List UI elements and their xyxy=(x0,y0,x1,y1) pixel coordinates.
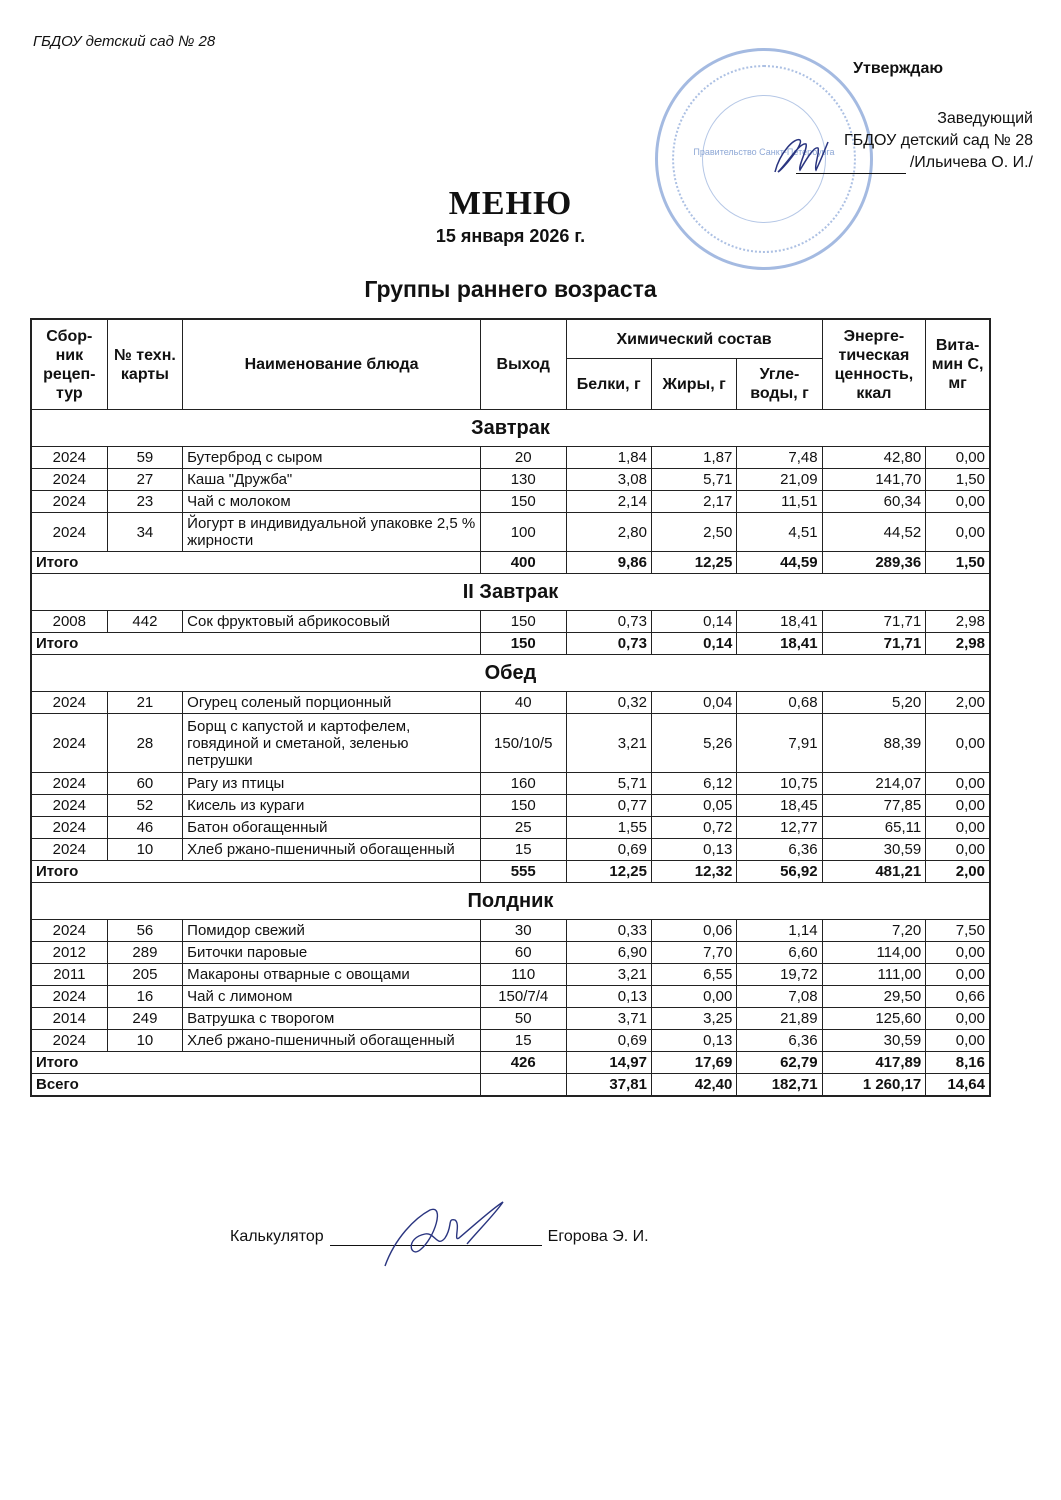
total-fat: 17,69 xyxy=(651,1052,736,1074)
cell-carbs: 21,09 xyxy=(737,469,822,491)
cell-protein: 0,73 xyxy=(566,611,651,633)
cell-protein: 0,33 xyxy=(566,920,651,942)
cell-energy: 111,00 xyxy=(822,964,926,986)
cell-dish-name: Макароны отварные с овощами xyxy=(183,964,481,986)
cell-fat: 2,50 xyxy=(651,513,736,552)
cell-collection: 2008 xyxy=(31,611,107,633)
cell-fat: 6,12 xyxy=(651,773,736,795)
cell-carbs: 21,89 xyxy=(737,1008,822,1030)
cell-card: 27 xyxy=(107,469,183,491)
total-yield: 555 xyxy=(480,861,566,883)
table-row xyxy=(31,469,990,491)
cell-energy: 42,80 xyxy=(822,447,926,469)
cell-card: 289 xyxy=(107,942,183,964)
cell-protein: 3,21 xyxy=(566,714,651,773)
cell-collection: 2011 xyxy=(31,964,107,986)
cell-energy: 65,11 xyxy=(822,817,926,839)
cell-collection: 2024 xyxy=(31,513,107,552)
cell-carbs: 6,36 xyxy=(737,839,822,861)
approval-position: Заведующий xyxy=(937,110,1033,127)
header-dish-name: Наименование блюда xyxy=(183,319,481,410)
cell-yield: 30 xyxy=(480,920,566,942)
total-label: Итого xyxy=(31,861,480,883)
total-yield: 150 xyxy=(480,633,566,655)
cell-carbs: 6,36 xyxy=(737,1030,822,1052)
cell-collection: 2014 xyxy=(31,1008,107,1030)
cell-yield: 20 xyxy=(480,447,566,469)
cell-card: 46 xyxy=(107,817,183,839)
total-protein: 12,25 xyxy=(566,861,651,883)
cell-fat: 0,72 xyxy=(651,817,736,839)
calculator-name: Егорова Э. И. xyxy=(547,1228,649,1245)
cell-protein: 5,71 xyxy=(566,773,651,795)
table-row xyxy=(31,447,990,469)
grand-total-vitc: 14,64 xyxy=(926,1074,990,1097)
cell-vitc: 1,50 xyxy=(926,469,990,491)
cell-dish-name: Каша "Дружба" xyxy=(183,469,481,491)
menu-body xyxy=(31,410,990,1097)
cell-protein: 0,69 xyxy=(566,1030,651,1052)
table-row xyxy=(31,964,990,986)
cell-card: 60 xyxy=(107,773,183,795)
cell-dish-name: Чай с лимоном xyxy=(183,986,481,1008)
stamp-text: Правительство Санкт-Петербурга xyxy=(693,147,835,157)
cell-vitc: 0,00 xyxy=(926,714,990,773)
total-protein: 0,73 xyxy=(566,633,651,655)
total-energy: 71,71 xyxy=(822,633,926,655)
header-vitamin-c: Вита-мин С, мг xyxy=(926,319,990,410)
cell-vitc: 7,50 xyxy=(926,920,990,942)
table-row xyxy=(31,1030,990,1052)
cell-carbs: 12,77 xyxy=(737,817,822,839)
group-title: Группы раннего возраста xyxy=(364,276,657,302)
cell-collection: 2024 xyxy=(31,714,107,773)
cell-yield: 130 xyxy=(480,469,566,491)
cell-energy: 7,20 xyxy=(822,920,926,942)
total-carbs: 44,59 xyxy=(737,552,822,574)
cell-card: 52 xyxy=(107,795,183,817)
cell-fat: 0,13 xyxy=(651,839,736,861)
table-row xyxy=(31,817,990,839)
table-row xyxy=(31,795,990,817)
approval-institution: ГБДОУ детский сад № 28 xyxy=(844,132,1033,149)
grand-total-protein: 37,81 xyxy=(566,1074,651,1097)
cell-fat: 0,13 xyxy=(651,1030,736,1052)
total-vitc: 2,98 xyxy=(926,633,990,655)
cell-energy: 71,71 xyxy=(822,611,926,633)
cell-fat: 0,04 xyxy=(651,692,736,714)
cell-energy: 125,60 xyxy=(822,1008,926,1030)
cell-fat: 7,70 xyxy=(651,942,736,964)
cell-dish-name: Бутерброд с сыром xyxy=(183,447,481,469)
approval-block xyxy=(796,58,1033,174)
total-fat: 0,14 xyxy=(651,633,736,655)
cell-protein: 6,90 xyxy=(566,942,651,964)
cell-carbs: 11,51 xyxy=(737,491,822,513)
cell-vitc: 0,66 xyxy=(926,986,990,1008)
approval-title: Утверждаю xyxy=(853,60,943,77)
total-vitc: 2,00 xyxy=(926,861,990,883)
cell-vitc: 0,00 xyxy=(926,839,990,861)
table-row xyxy=(31,942,990,964)
cell-fat: 5,71 xyxy=(651,469,736,491)
cell-carbs: 7,48 xyxy=(737,447,822,469)
cell-vitc: 0,00 xyxy=(926,1008,990,1030)
total-row xyxy=(31,633,990,655)
cell-vitc: 0,00 xyxy=(926,1030,990,1052)
header-collection: Сбор-ник рецеп-тур xyxy=(31,319,107,410)
cell-yield: 150 xyxy=(480,491,566,513)
cell-energy: 30,59 xyxy=(822,1030,926,1052)
cell-protein: 2,14 xyxy=(566,491,651,513)
cell-yield: 15 xyxy=(480,1030,566,1052)
cell-protein: 3,71 xyxy=(566,1008,651,1030)
cell-energy: 77,85 xyxy=(822,795,926,817)
table-row xyxy=(31,1008,990,1030)
cell-yield: 15 xyxy=(480,839,566,861)
cell-energy: 5,20 xyxy=(822,692,926,714)
cell-collection: 2024 xyxy=(31,920,107,942)
cell-collection: 2024 xyxy=(31,773,107,795)
table-row xyxy=(31,773,990,795)
cell-yield: 110 xyxy=(480,964,566,986)
table-row xyxy=(31,986,990,1008)
section-row xyxy=(31,574,990,611)
cell-yield: 150 xyxy=(480,795,566,817)
header-carbs: Угле-воды, г xyxy=(737,359,822,410)
table-row xyxy=(31,692,990,714)
cell-fat: 5,26 xyxy=(651,714,736,773)
cell-carbs: 0,68 xyxy=(737,692,822,714)
cell-protein: 0,77 xyxy=(566,795,651,817)
total-carbs: 56,92 xyxy=(737,861,822,883)
cell-carbs: 7,91 xyxy=(737,714,822,773)
menu-table xyxy=(30,318,991,1097)
total-yield: 400 xyxy=(480,552,566,574)
cell-dish-name: Хлеб ржано-пшеничный обогащенный xyxy=(183,1030,481,1052)
cell-protein: 0,69 xyxy=(566,839,651,861)
section-row xyxy=(31,883,990,920)
total-energy: 481,21 xyxy=(822,861,926,883)
grand-total-carbs: 182,71 xyxy=(737,1074,822,1097)
cell-fat: 0,00 xyxy=(651,986,736,1008)
cell-carbs: 1,14 xyxy=(737,920,822,942)
grand-total-fat: 42,40 xyxy=(651,1074,736,1097)
cell-vitc: 0,00 xyxy=(926,817,990,839)
total-label: Итого xyxy=(31,633,480,655)
cell-collection: 2024 xyxy=(31,469,107,491)
header-energy: Энерге-тическая ценность, ккал xyxy=(822,319,926,410)
cell-vitc: 0,00 xyxy=(926,964,990,986)
cell-card: 28 xyxy=(107,714,183,773)
cell-yield: 25 xyxy=(480,817,566,839)
total-row xyxy=(31,861,990,883)
cell-card: 59 xyxy=(107,447,183,469)
table-row xyxy=(31,611,990,633)
total-row xyxy=(31,552,990,574)
cell-collection: 2024 xyxy=(31,447,107,469)
header-tech-card: № техн. карты xyxy=(107,319,183,410)
cell-vitc: 0,00 xyxy=(926,942,990,964)
cell-collection: 2024 xyxy=(31,692,107,714)
approval-name: /Ильичева О. И./ xyxy=(909,154,1033,171)
cell-dish-name: Огурец соленый порционный xyxy=(183,692,481,714)
cell-dish-name: Сок фруктовый абрикосовый xyxy=(183,611,481,633)
header-chem: Химический состав xyxy=(566,319,822,359)
cell-collection: 2012 xyxy=(31,942,107,964)
cell-dish-name: Помидор свежий xyxy=(183,920,481,942)
total-protein: 9,86 xyxy=(566,552,651,574)
header-yield: Выход xyxy=(480,319,566,410)
cell-carbs: 19,72 xyxy=(737,964,822,986)
cell-fat: 0,14 xyxy=(651,611,736,633)
cell-collection: 2024 xyxy=(31,986,107,1008)
cell-energy: 60,34 xyxy=(822,491,926,513)
cell-card: 205 xyxy=(107,964,183,986)
cell-collection: 2024 xyxy=(31,817,107,839)
table-row xyxy=(31,920,990,942)
total-fat: 12,32 xyxy=(651,861,736,883)
cell-protein: 3,21 xyxy=(566,964,651,986)
cell-card: 23 xyxy=(107,491,183,513)
cell-energy: 141,70 xyxy=(822,469,926,491)
cell-protein: 0,13 xyxy=(566,986,651,1008)
cell-yield: 150/7/4 xyxy=(480,986,566,1008)
cell-carbs: 18,45 xyxy=(737,795,822,817)
cell-protein: 0,32 xyxy=(566,692,651,714)
cell-fat: 1,87 xyxy=(651,447,736,469)
cell-card: 21 xyxy=(107,692,183,714)
total-energy: 289,36 xyxy=(822,552,926,574)
document-date: 15 января 2026 г. xyxy=(435,226,586,246)
cell-yield: 150 xyxy=(480,611,566,633)
grand-total-label: Всего xyxy=(31,1074,480,1097)
approval-signature-row xyxy=(796,152,1033,174)
cell-dish-name: Рагу из птицы xyxy=(183,773,481,795)
cell-fat: 0,06 xyxy=(651,920,736,942)
table-row xyxy=(31,513,990,552)
cell-protein: 1,84 xyxy=(566,447,651,469)
cell-vitc: 0,00 xyxy=(926,491,990,513)
total-vitc: 8,16 xyxy=(926,1052,990,1074)
total-vitc: 1,50 xyxy=(926,552,990,574)
cell-energy: 44,52 xyxy=(822,513,926,552)
section-title: Обед xyxy=(31,655,990,692)
cell-vitc: 0,00 xyxy=(926,795,990,817)
cell-energy: 29,50 xyxy=(822,986,926,1008)
cell-yield: 150/10/5 xyxy=(480,714,566,773)
cell-protein: 1,55 xyxy=(566,817,651,839)
cell-dish-name: Йогурт в индивидуальной упаковке 2,5 % жирности xyxy=(183,513,481,552)
director-signature-icon xyxy=(770,132,830,180)
cell-vitc: 2,00 xyxy=(926,692,990,714)
table-row xyxy=(31,491,990,513)
cell-vitc: 2,98 xyxy=(926,611,990,633)
cell-vitc: 0,00 xyxy=(926,447,990,469)
cell-carbs: 10,75 xyxy=(737,773,822,795)
grand-total-energy: 1 260,17 xyxy=(822,1074,926,1097)
cell-fat: 6,55 xyxy=(651,964,736,986)
cell-yield: 60 xyxy=(480,942,566,964)
section-title: Полдник xyxy=(31,883,990,920)
total-label: Итого xyxy=(31,552,480,574)
cell-energy: 214,07 xyxy=(822,773,926,795)
cell-collection: 2024 xyxy=(31,795,107,817)
cell-fat: 2,17 xyxy=(651,491,736,513)
calculator-role: Калькулятор xyxy=(230,1228,324,1245)
cell-protein: 3,08 xyxy=(566,469,651,491)
organization-name: ГБДОУ детский сад № 28 xyxy=(33,33,216,50)
cell-collection: 2024 xyxy=(31,491,107,513)
cell-card: 10 xyxy=(107,839,183,861)
cell-carbs: 7,08 xyxy=(737,986,822,1008)
total-carbs: 18,41 xyxy=(737,633,822,655)
cell-vitc: 0,00 xyxy=(926,773,990,795)
cell-carbs: 18,41 xyxy=(737,611,822,633)
section-row xyxy=(31,655,990,692)
cell-energy: 30,59 xyxy=(822,839,926,861)
cell-energy: 114,00 xyxy=(822,942,926,964)
cell-yield: 50 xyxy=(480,1008,566,1030)
cell-yield: 160 xyxy=(480,773,566,795)
cell-dish-name: Ватрушка с творогом xyxy=(183,1008,481,1030)
total-label: Итого xyxy=(31,1052,480,1074)
cell-card: 442 xyxy=(107,611,183,633)
cell-protein: 2,80 xyxy=(566,513,651,552)
cell-yield: 40 xyxy=(480,692,566,714)
cell-card: 249 xyxy=(107,1008,183,1030)
cell-dish-name: Биточки паровые xyxy=(183,942,481,964)
cell-dish-name: Борщ с капустой и картофелем, говядиной и сметаной, зеленью петрушки xyxy=(183,714,481,773)
total-fat: 12,25 xyxy=(651,552,736,574)
cell-dish-name: Чай с молоком xyxy=(183,491,481,513)
total-carbs: 62,79 xyxy=(737,1052,822,1074)
cell-energy: 88,39 xyxy=(822,714,926,773)
cell-dish-name: Хлеб ржано-пшеничный обогащенный xyxy=(183,839,481,861)
grand-total-yield xyxy=(480,1074,566,1097)
cell-carbs: 4,51 xyxy=(737,513,822,552)
document-title: МЕНЮ xyxy=(448,185,573,222)
cell-dish-name: Батон обогащенный xyxy=(183,817,481,839)
header-fat: Жиры, г xyxy=(651,359,736,410)
calculator-signature-icon xyxy=(375,1198,515,1270)
cell-collection: 2024 xyxy=(31,839,107,861)
header-protein: Белки, г xyxy=(566,359,651,410)
cell-carbs: 6,60 xyxy=(737,942,822,964)
cell-yield: 100 xyxy=(480,513,566,552)
grand-total-row xyxy=(31,1074,990,1097)
section-title: Завтрак xyxy=(31,410,990,447)
table-row xyxy=(31,714,990,773)
cell-dish-name: Кисель из кураги xyxy=(183,795,481,817)
table-row xyxy=(31,839,990,861)
cell-card: 10 xyxy=(107,1030,183,1052)
cell-card: 34 xyxy=(107,513,183,552)
cell-card: 16 xyxy=(107,986,183,1008)
total-yield: 426 xyxy=(480,1052,566,1074)
total-energy: 417,89 xyxy=(822,1052,926,1074)
cell-collection: 2024 xyxy=(31,1030,107,1052)
section-row xyxy=(31,410,990,447)
cell-vitc: 0,00 xyxy=(926,513,990,552)
cell-fat: 0,05 xyxy=(651,795,736,817)
total-row xyxy=(31,1052,990,1074)
section-title: II Завтрак xyxy=(31,574,990,611)
total-protein: 14,97 xyxy=(566,1052,651,1074)
cell-card: 56 xyxy=(107,920,183,942)
cell-fat: 3,25 xyxy=(651,1008,736,1030)
